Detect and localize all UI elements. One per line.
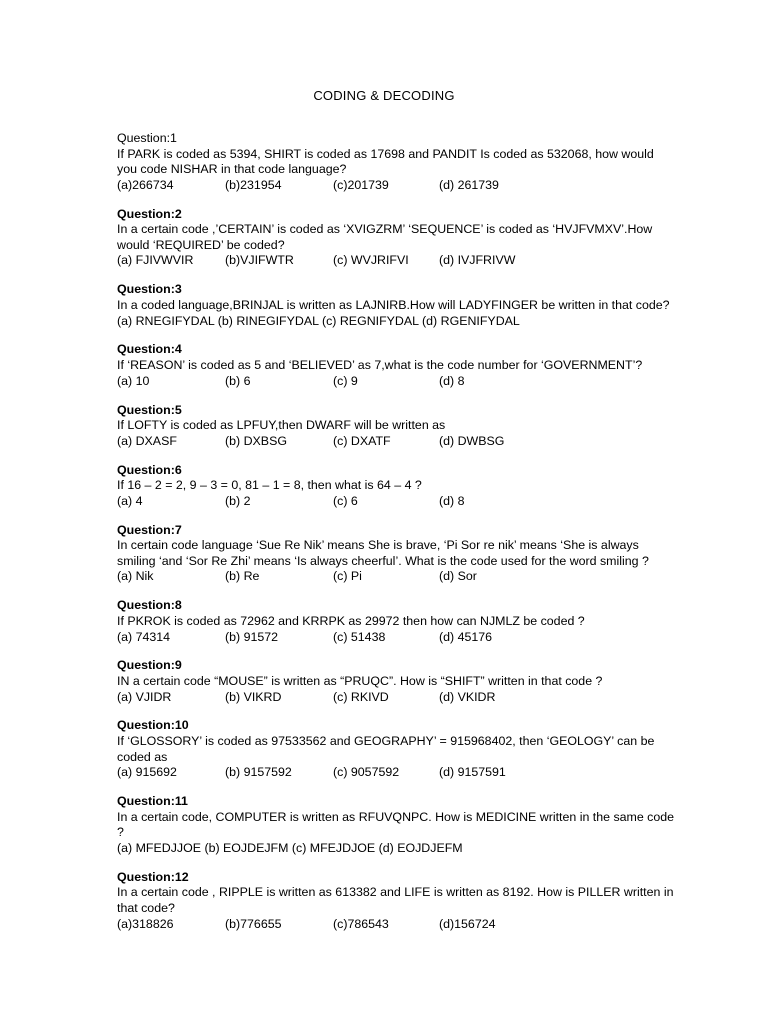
answer-option: (b) 2: [225, 493, 251, 508]
question-block: [117, 131, 677, 193]
question-block: [117, 463, 677, 510]
question-text: If PKROK is coded as 72962 and KRRPK as 29972 then how can NJMLZ be coded ?: [117, 613, 585, 628]
answer-option: (a) Nik: [117, 569, 154, 584]
answer-option: (b) DXBSG: [225, 433, 287, 448]
question-label: Question:3: [117, 282, 182, 297]
answer-option: (c) 9: [333, 373, 358, 388]
answer-option: (d) 261739: [439, 177, 499, 192]
answer-option: (c) MFEJDJOE: [291, 840, 376, 855]
answer-option: (d) Sor: [439, 569, 477, 584]
answer-option: (c) WVJRIFVI: [333, 253, 409, 268]
answer-option: (b)776655: [225, 916, 282, 931]
answer-option: (b) 91572: [225, 629, 279, 644]
answer-option: (b) RINEGIFYDAL: [217, 313, 319, 328]
answer-option: (d) 8: [439, 493, 465, 508]
question-text: In a coded language,BRINJAL is written as LAJNIRB.How will LADYFINGER be written in that code?: [117, 297, 670, 312]
answer-options: [117, 630, 677, 646]
answer-option: (b)231954: [225, 177, 282, 192]
answer-options: [117, 253, 677, 269]
question-text: If PARK is coded as 5394, SHIRT is coded as 17698 and PANDIT Is coded as 532068, how would you code NISHAR in that code language?: [117, 146, 658, 177]
answer-option: (c) REGNIFYDAL: [321, 313, 419, 328]
answer-option: (b) Re: [225, 569, 260, 584]
question-text: IN a certain code “MOUSE” is written as “PRUQC”. How is “SHIFT” written in that code ?: [117, 674, 603, 688]
answer-option: (b) 9157592: [225, 765, 292, 780]
question-text: If ‘REASON’ is coded as 5 and ‘BELIEVED’ as 7,what is the code number for ‘GOVERNMENT’?: [117, 358, 643, 373]
answer-option: (d) 8: [439, 373, 465, 388]
answer-option: (c) RKIVD: [333, 689, 389, 704]
answer-option: (a)318826: [117, 916, 174, 931]
answer-option: (d) IVJFRIVW: [439, 253, 516, 268]
answer-option: (d) EOJDJEFM: [378, 840, 463, 855]
answer-option: (b)VJIFWTR: [225, 253, 294, 268]
answer-option: (d) VKIDR: [439, 689, 496, 704]
answer-option: (b) VIKRD: [225, 689, 282, 704]
question-text: If ‘GLOSSORY’ is coded as 97533562 and GEOGRAPHY’ = 915968402, then ‘GEOLOGY’ can be coded as: [117, 734, 658, 764]
answer-option: (a) 4: [117, 493, 143, 508]
question-text: In a certain code, COMPUTER is written as RFUVQNPC. How is MEDICINE written in the same code ?: [117, 809, 678, 840]
answer-options: [117, 494, 677, 510]
answer-option: (d) 9157591: [439, 765, 506, 780]
question-label: Question:11: [117, 794, 188, 809]
question-block: [117, 718, 677, 780]
answer-option: (a) 74314: [117, 629, 171, 644]
answer-options: [117, 178, 677, 194]
question-list: [117, 131, 677, 946]
question-text: If 16 – 2 = 2, 9 – 3 = 0, 81 – 1 = 8, then what is 64 – 4 ?: [117, 478, 422, 493]
answer-options: [117, 690, 677, 706]
question-label: Question:6: [117, 462, 182, 477]
question-block: [117, 342, 677, 389]
answer-option: (b) 6: [225, 373, 251, 388]
answer-option: (a) 10: [117, 373, 150, 388]
answer-options: [117, 917, 677, 933]
question-text: If LOFTY is coded as LPFUY,then DWARF will be written as: [117, 418, 446, 433]
question-text: In certain code language ‘Sue Re Nik’ means She is brave, ‘Pi Sor re nik’ means ‘She is always smiling ‘and ‘Sor Re Zhi’ means ‘Is always cheerful’. What is the code used for the word smiling ?: [117, 538, 649, 568]
question-text: In a certain code , RIPPLE is written as 613382 and LIFE is written as 8192. How is PILLER written in that code?: [117, 885, 677, 916]
answer-option: (d) RGENIFYDAL: [422, 313, 520, 328]
question-block: [117, 207, 677, 269]
answer-option: (d) DWBSG: [439, 433, 505, 448]
question-label: Question:12: [117, 869, 189, 884]
question-block: [117, 403, 677, 450]
answer-options: [117, 434, 677, 450]
question-block: [117, 658, 677, 705]
answer-option: (b) EOJDEJFM: [204, 840, 289, 855]
answer-options: [117, 765, 677, 781]
answer-option: (d)156724: [439, 916, 496, 931]
answer-option: (a) FJIVWVIR: [117, 253, 194, 268]
question-label: Question:2: [117, 206, 182, 221]
answer-option: (a) DXASF: [117, 433, 177, 448]
answer-option: (a)266734: [117, 177, 174, 192]
question-text: In a certain code ,’CERTAIN’ is coded as ‘XVIGZRM’ ‘SEQUENCE’ is coded as ‘HVJFVMXV’.How would ‘REQUIRED’ be coded?: [117, 222, 656, 252]
question-label: Question:1: [117, 131, 177, 145]
answer-option: (d) 45176: [439, 629, 493, 644]
answer-option: (c) 6: [333, 493, 358, 508]
answer-options: [117, 841, 677, 857]
answer-options: [117, 314, 677, 330]
question-label: Question:10: [117, 718, 189, 733]
answer-option: (c) 9057592: [333, 765, 400, 780]
question-label: Question:8: [117, 598, 182, 613]
question-label: Question:7: [117, 522, 182, 537]
answer-option: (a) MFEDJJOE: [117, 840, 201, 855]
page-title: CODING & DECODING: [313, 88, 455, 103]
answer-option: (c) Pi: [333, 569, 362, 584]
answer-option: (c) 51438: [333, 629, 386, 644]
question-block: [117, 598, 677, 645]
answer-options: [117, 569, 677, 585]
question-block: [117, 794, 677, 856]
answer-option: (c)786543: [333, 916, 389, 931]
answer-option: (a) VJIDR: [117, 689, 172, 704]
answer-option: (c)201739: [333, 177, 389, 192]
question-label: Question:9: [117, 658, 182, 673]
answer-option: (c) DXATF: [333, 433, 391, 448]
question-label: Question:4: [117, 342, 182, 357]
answer-option: (a) RNEGIFYDAL: [117, 313, 215, 328]
question-label: Question:5: [117, 402, 182, 417]
question-block: [117, 282, 677, 329]
answer-options: [117, 374, 677, 390]
answer-option: (a) 915692: [117, 765, 177, 780]
question-block: [117, 870, 677, 932]
question-block: [117, 523, 677, 585]
